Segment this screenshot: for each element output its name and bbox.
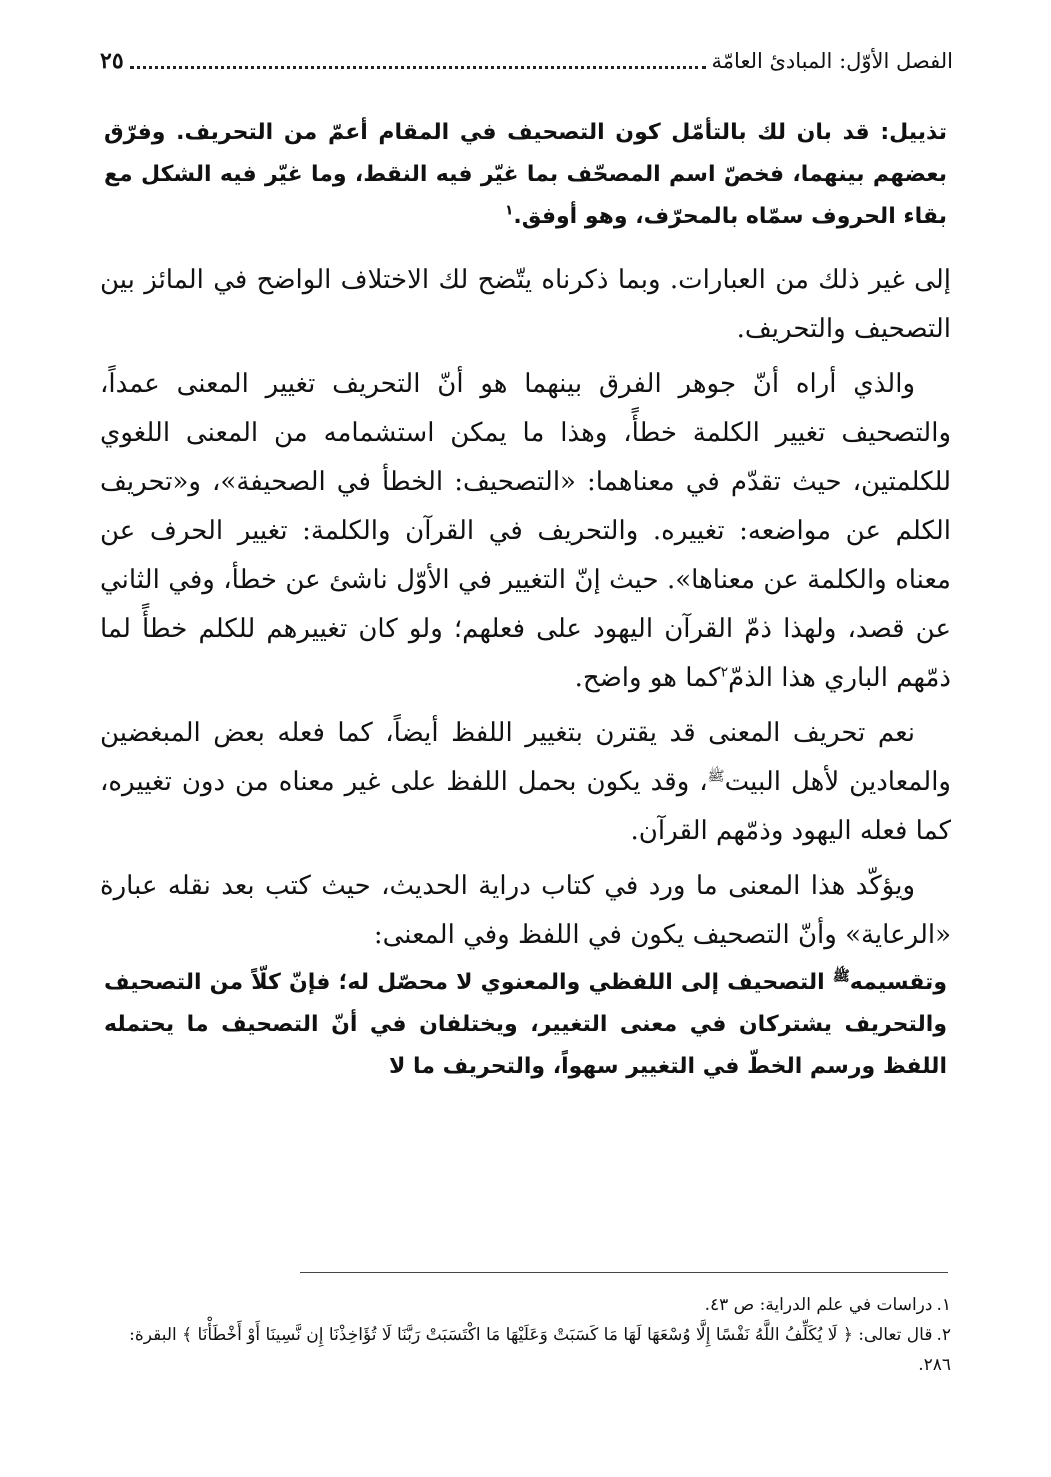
- dot-leader: [130, 66, 706, 69]
- footnote-ref-1: ١: [504, 202, 514, 219]
- quote-bottom-rest: التصحيف إلى اللفظي والمعنوي لا محصّل له؛ فإنّ كلّاً من التصحيف والتحريف يشتركان في معنى التغيير، ويختلفان في أنّ التصحيف ما يحتمله اللفظ ورسم الخطّ في التغيير سهواً، والتحريف ما لا: [104, 970, 947, 1079]
- footnote-divider: [300, 1272, 948, 1273]
- paragraph-2-text: والذي أراه أنّ جوهر الفرق بينهما هو أنّ التحريف تغيير المعنى عمداً، والتصحيف تغيير الكلمة خطأً، وهذا ما يمكن استشمامه من المعنى اللغوي للكلمتين، حيث تقدّم في معناهما: «التصحيف: الخطأ في الصحيفة»، و«تحريف الكلم عن مواضعه: تغييره. والتحريف في القرآن والكلمة: تغيير الحرف عن معناه والكلمة عن معناها». حيث إنّ التغيير في الأوّل ناشئ عن خطأ، وفي الثاني عن قصد، ولهذا ذمّ القرآن اليهود على فعلهم؛ ولو كان تغييرهم للكلم خطأً لما ذمّهم الباري هذا الذمّ: [100, 369, 951, 693]
- quote-block-bottom: [104, 962, 947, 1088]
- footnotes: [100, 1290, 951, 1380]
- footnote-ref-2: ٢: [720, 664, 729, 681]
- honorific-symbol-author: ﷺ: [832, 968, 850, 985]
- paragraph-2-tail: كما هو واضح.: [574, 663, 721, 693]
- main-text: [100, 112, 951, 1088]
- paragraph-3-text: نعم تحريف المعنى قد يقترن بتغيير اللفظ أيضاً، كما فعله بعض المبغضين والمعادين لأهل البيت: [100, 718, 951, 797]
- chapter-title: الفصل الأوّل: المبادئ العامّة: [711, 48, 953, 73]
- footnote-text: قال تعالى: ﴿ لَا يُكَلِّفُ اللَّهُ نَفْسًا إِلَّا وُسْعَهَا لَهَا مَا كَسَبَتْ وَعَلَيْهَا مَا اكْتَسَبَتْ رَبَّنَا لَا تُؤَاخِذْنَا إِن نَّسِينَا أَوْ أَخْطَأْنَا ﴾ البقرة: ٢٨٦.: [129, 1325, 951, 1375]
- quote-text: تذييل: قد بان لك بالتأمّل كون التصحيف في المقام أعمّ من التحريف. وفرّق بعضهم بينهما، فخصّ اسم المصحّف بما غيّر فيه النقط، وما غيّر فيه الشكل مع بقاء الحروف سمّاه بالمحرّف، وهو أوفق.: [104, 120, 947, 229]
- running-header: [100, 44, 953, 78]
- paragraph-2: [100, 360, 951, 703]
- footnote-number: ١.: [936, 1295, 951, 1315]
- paragraph-1: إلى غير ذلك من العبارات. وبما ذكرناه يتّضح لك الاختلاف الواضح في المائز بين التصحيف والتحريف.: [100, 265, 951, 344]
- quote-bottom-start: وتقسيمه: [849, 970, 947, 995]
- honorific-symbol: ﷺ: [707, 768, 725, 785]
- footnote-1: [100, 1290, 951, 1320]
- footnote-text: دراسات في علم الدراية: ص ٤٣.: [704, 1295, 933, 1315]
- page-number: ٢٥: [100, 48, 124, 74]
- footnote-number: ٢.: [936, 1325, 951, 1345]
- footnote-2: [100, 1320, 951, 1380]
- paragraph-3-tail: ، وقد يكون بحمل اللفظ على غير معناه من دون تغييره، كما فعله اليهود وذمّهم القرآن.: [100, 767, 951, 846]
- quote-block-top: [104, 112, 947, 238]
- paragraph-4: ويؤكّد هذا المعنى ما ورد في كتاب دراية الحديث، حيث كتب بعد نقله عبارة «الرعاية» وأنّ التصحيف يكون في اللفظ وفي المعنى:: [100, 871, 951, 950]
- paragraph-3: [100, 709, 951, 856]
